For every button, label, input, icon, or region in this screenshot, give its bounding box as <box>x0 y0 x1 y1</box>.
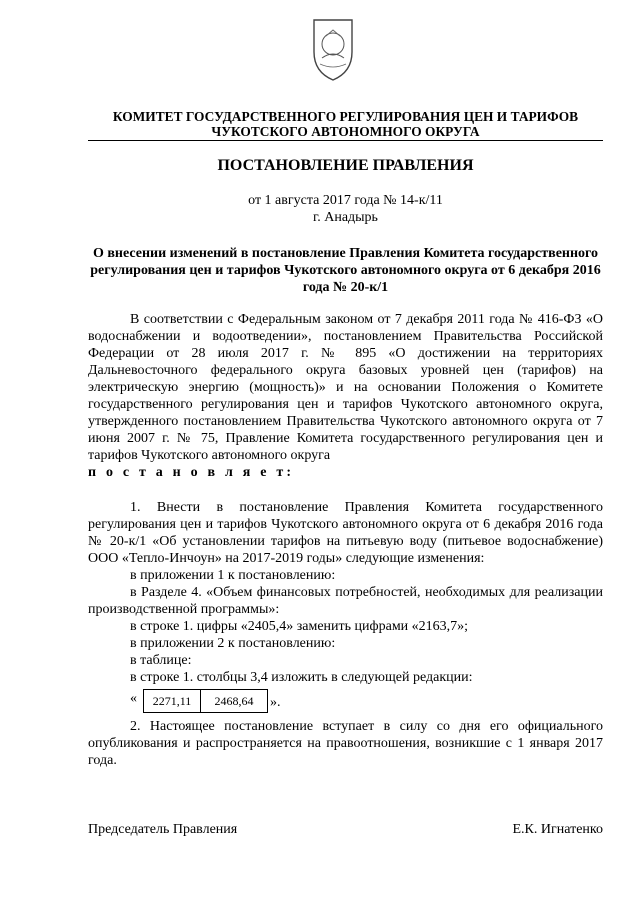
redaction-table <box>88 688 603 716</box>
quote-close: ». <box>270 695 281 710</box>
preamble-paragraph: В соответствии с Федеральным законом от 7 декабря 2011 года № 416-ФЗ «О водоснабжении и водоотведении», постановлением Правительства Российской Федерации от 28 июля 2017 г. № 895 «О достижении на территориях Дальневосточного федерального округа базовых уровней цен (тарифов) на электрическую энергию (мощность)» и на основании Положения о Комитете государственного регулирования цен и тарифов Чукотского автономного округа, утвержденного постановлением Правительства Чукотского автономного округа от 7 июня 2007 г. № 75, Правление Комитета государственного регулирования цен и тарифов Чукотского автономного округа <box>88 312 603 463</box>
date-number: от 1 августа 2017 года № 14-к/11 <box>248 193 443 208</box>
item-2-paragraph: 2. Настоящее постановление вступает в силу со дня его официального опубликования и распространяется на правоотношения, возникшие с 1 января 2017 года. <box>88 719 603 768</box>
org-line-1: КОМИТЕТ ГОСУДАРСТВЕННОГО РЕГУЛИРОВАНИЯ ЦЕН И ТАРИФОВ <box>112 109 579 124</box>
document-body <box>88 311 603 769</box>
document-meta <box>88 192 603 226</box>
item-1-line-a: в приложении 1 к постановлению: <box>130 568 336 583</box>
item-1-line-e: в таблице: <box>130 653 192 668</box>
signatory-name: Е.К. Игнатенко <box>512 822 603 837</box>
document-title: ПОСТАНОВЛЕНИЕ ПРАВЛЕНИЯ <box>217 157 474 174</box>
document-subject: О внесении изменений в постановление Правления Комитета государственного регулирования цен и тарифов Чукотского автономного округа от 6 декабря 2016 года № 20-к/1 <box>90 246 601 295</box>
organization-name <box>88 109 603 139</box>
coat-of-arms-icon <box>308 14 358 84</box>
table-cell-col3: 2271,11 <box>143 689 201 713</box>
table-row <box>143 689 268 713</box>
org-line-2: ЧУКОТСКОГО АВТОНОМНОГО ОКРУГА <box>211 124 480 139</box>
item-1-line-c: в строке 1. цифры «2405,4» заменить цифрами «2163,7»; <box>130 619 469 634</box>
table-cell-col4: 2468,64 <box>201 689 268 713</box>
quote-open: « <box>130 691 137 706</box>
place: г. Анадырь <box>313 210 378 225</box>
item-1-line-f: в строке 1. столбцы 3,4 изложить в следующей редакции: <box>130 670 473 685</box>
decree-word: п о с т а н о в л я е т: <box>88 465 295 480</box>
signatory-position: Председатель Правления <box>88 822 238 837</box>
header-divider <box>88 140 603 141</box>
item-1-line-b: в Разделе 4. «Объем финансовых потребностей, необходимых для реализации производственной программы»: <box>88 585 603 617</box>
item-1-line-d: в приложении 2 к постановлению: <box>130 636 336 651</box>
item-1-paragraph: 1. Внести в постановление Правления Комитета государственного регулирования цен и тарифов Чукотского автономного округа от 6 декабря 2016 года № 20-к/1 «Об установлении тарифов на питьевую воду (питьевое водоснабжение) ООО «Тепло-Инчоун» на 2017-2019 годы» следующие изменения: <box>88 500 603 566</box>
